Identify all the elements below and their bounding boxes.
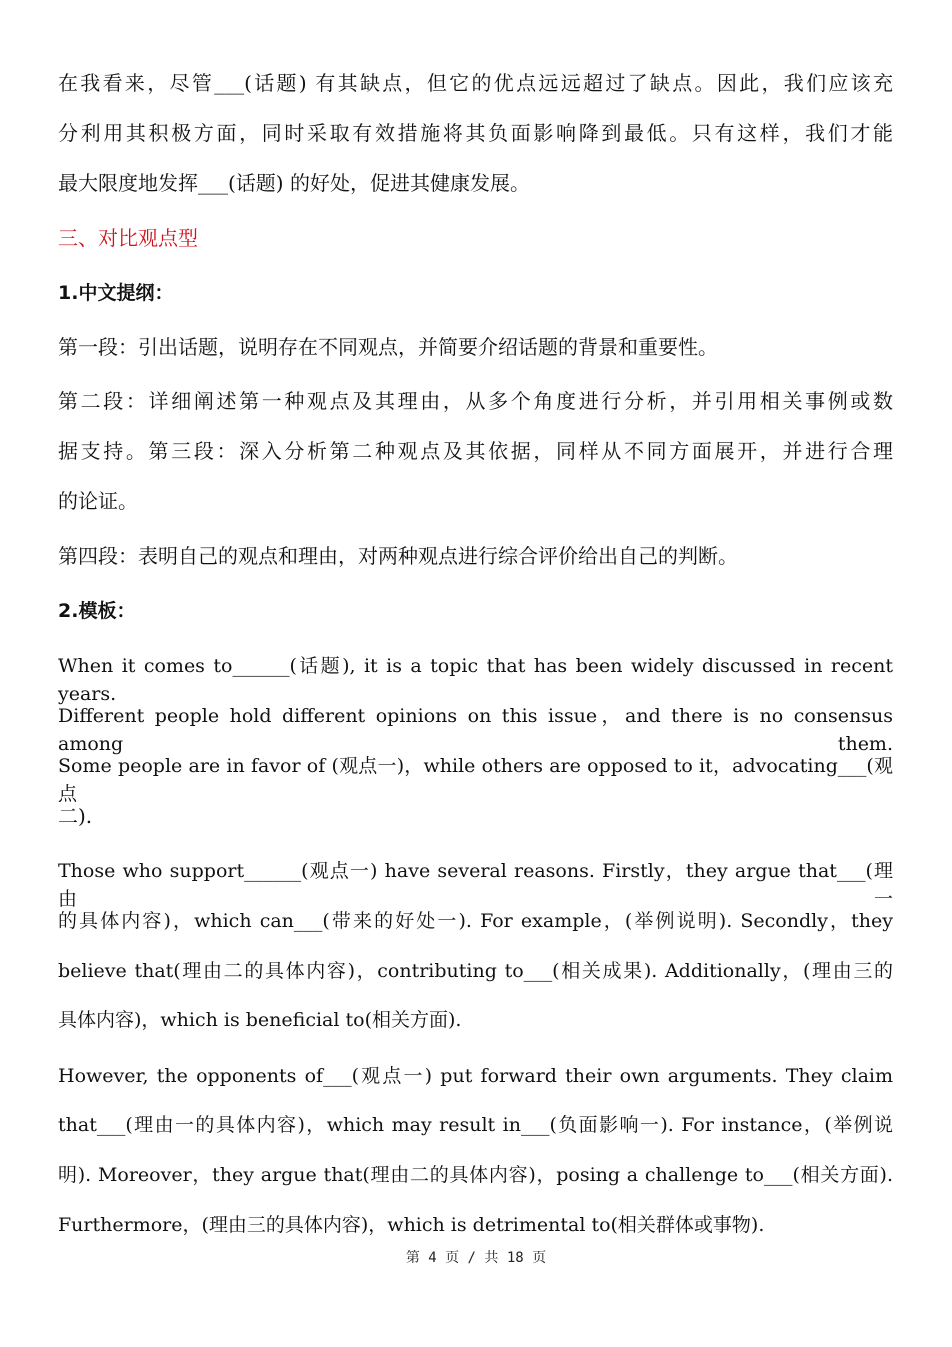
paragraph-line: However, the opponents of___(观点一) put forward their own arguments. They claim: [58, 1065, 893, 1087]
paragraph-line: that___(理由一的具体内容)，which may result in___(负面影响一). For instance，(举例说: [58, 1114, 893, 1136]
page-number-footer: 第 4 页 / 共 18 页: [405, 1250, 547, 1266]
paragraph-line: When it comes to______(话题), it is a topic that has been widely discussed in recent years.: [58, 655, 893, 705]
paragraph-line: Those who support______(观点一) have several reasons. Firstly，they argue that___(理由一: [58, 860, 893, 910]
paragraph-line: 具体内容)，which is beneficial to(相关方面).: [58, 1009, 462, 1031]
paragraph-line: 第四段：表明自己的观点和理由，对两种观点进行综合评价给出自己的判断。: [58, 544, 738, 568]
paragraph-line: 第二段：详细阐述第一种观点及其理由，从多个角度进行分析，并引用相关事例或数: [58, 389, 893, 413]
paragraph-line: believe that(理由二的具体内容)，contributing to___(相关成果). Additionally，(理由三的: [58, 960, 893, 982]
paragraph-line: 分利用其积极方面，同时采取有效措施将其负面影响降到最低。只有这样，我们才能: [58, 121, 893, 145]
paragraph-line: 最大限度地发挥___(话题) 的好处，促进其健康发展。: [58, 171, 530, 195]
paragraph-line: 据支持。第三段：深入分析第二种观点及其依据，同样从不同方面展开，并进行合理: [58, 439, 893, 463]
paragraph-line: 第一段：引出话题，说明存在不同观点，并简要介绍话题的背景和重要性。: [58, 335, 718, 359]
paragraph-line: Different people hold different opinions on this issue，and there is no consensus among them.: [58, 705, 893, 755]
paragraph-line: 的具体内容)，which can___(带来的好处一). For example，(举例说明). Secondly，they: [58, 910, 893, 932]
section-heading: 三、对比观点型: [58, 226, 198, 250]
paragraph-line: Some people are in favor of (观点一)，while others are opposed to it，advocating___(观点: [58, 755, 893, 805]
subheading-template: 2.模板：: [58, 600, 136, 622]
paragraph-line: 的论证。: [58, 489, 138, 513]
paragraph-line: Furthermore，(理由三的具体内容)，which is detrimental to(相关群体或事物).: [58, 1214, 765, 1236]
paragraph-line: 明). Moreover，they argue that(理由二的具体内容)，posing a challenge to___(相关方面).: [58, 1164, 893, 1186]
subheading-outline: 1.中文提纲：: [58, 282, 174, 304]
paragraph-line: 在我看来，尽管___(话题) 有其缺点，但它的优点远远超过了缺点。因此，我们应该充: [58, 71, 893, 95]
paragraph-line: 二).: [58, 804, 93, 828]
